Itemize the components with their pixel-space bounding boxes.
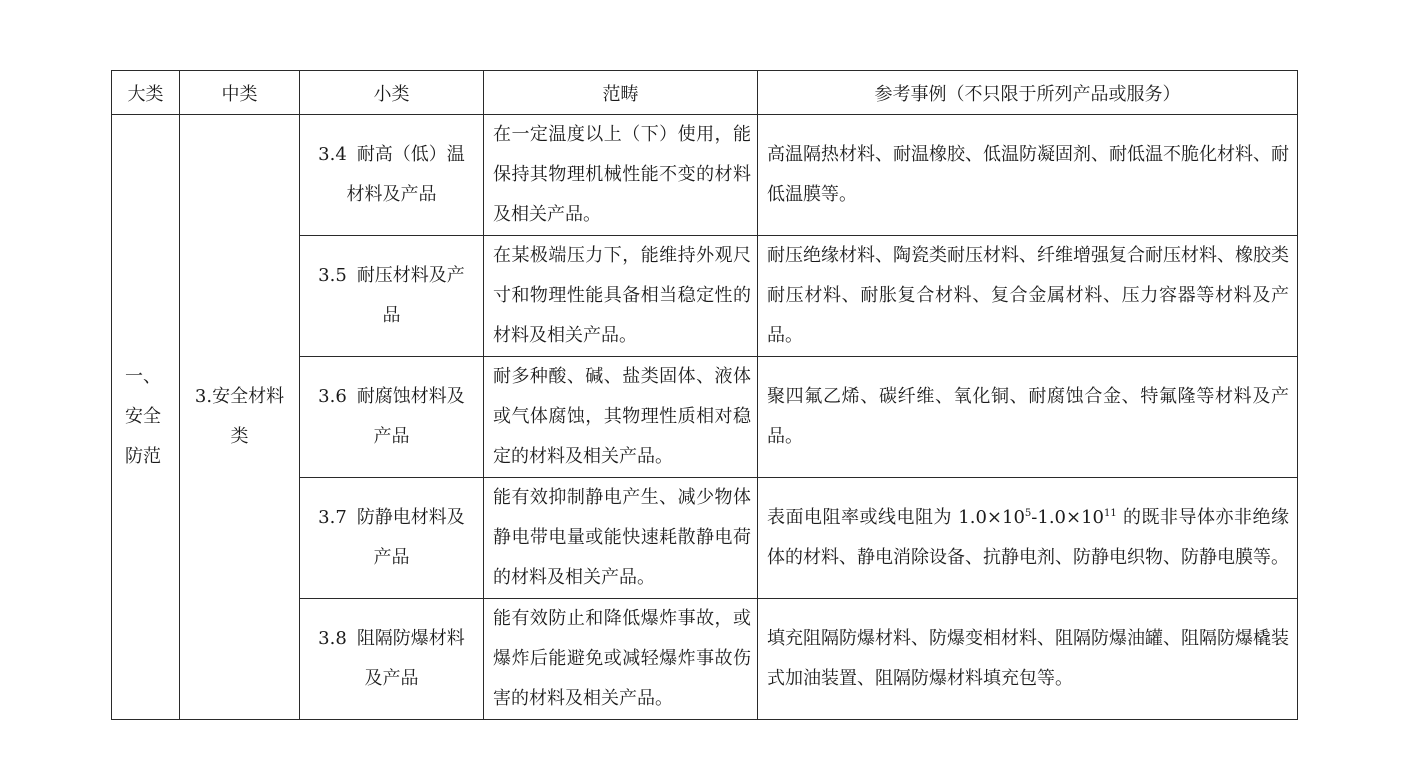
exponent: 5 xyxy=(1024,508,1032,519)
category-table xyxy=(111,70,1298,720)
header-row xyxy=(112,71,1298,115)
header-minor: 小类 xyxy=(300,71,484,115)
minor-category-name: 阻隔防爆材料 xyxy=(356,628,465,649)
examples-cell: 耐压绝缘材料、陶瓷类耐压材料、纤维增强复合耐压材料、橡胶类耐压材料、耐胀复合材料、复合金属材料、压力容器等材料及产品。 xyxy=(758,236,1298,357)
examples-text: 表面电阻率或线电阻为 1.0×10 xyxy=(767,507,1025,528)
examples-text: 的既非导体亦非绝缘体的材料、静电消除设备、抗静电剂、防静电织物、防静电膜等。 xyxy=(767,507,1289,568)
minor-category-cell xyxy=(300,115,484,236)
major-category-line: 安全 xyxy=(125,406,161,427)
minor-category-cell xyxy=(300,236,484,357)
minor-category-number: 3.5 xyxy=(318,265,347,286)
exponent: 11 xyxy=(1103,508,1117,519)
header-major: 大类 xyxy=(112,71,180,115)
header-examples: 参考事例（不只限于所列产品或服务） xyxy=(758,71,1298,115)
minor-category-number: 3.4 xyxy=(318,144,347,165)
minor-category-cell xyxy=(300,357,484,478)
minor-category-name: 品 xyxy=(382,305,401,326)
scope-cell: 能有效抑制静电产生、减少物体静电带电量或能快速耗散静电荷的材料及相关产品。 xyxy=(484,478,758,599)
examples-text: -1.0×10 xyxy=(1031,507,1104,528)
minor-category-name: 材料及产品 xyxy=(346,184,437,205)
middle-category-line: 3.安全材料 xyxy=(194,386,285,407)
scope-cell: 耐多种酸、碱、盐类固体、液体或气体腐蚀，其物理性质相对稳定的材料及相关产品。 xyxy=(484,357,758,478)
minor-category-name: 防静电材料及 xyxy=(356,507,465,528)
middle-category-cell xyxy=(180,115,300,720)
minor-category-number: 3.6 xyxy=(318,386,347,407)
examples-cell: 高温隔热材料、耐温橡胶、低温防凝固剂、耐低温不脆化材料、耐低温膜等。 xyxy=(758,115,1298,236)
minor-category-name: 耐高（低）温 xyxy=(356,144,465,165)
major-category-line: 一、 xyxy=(125,366,161,387)
scope-cell: 在某极端压力下，能维持外观尺寸和物理性能具备相当稳定性的材料及相关产品。 xyxy=(484,236,758,357)
scope-cell: 能有效防止和降低爆炸事故，或爆炸后能避免或减轻爆炸事故伤害的材料及相关产品。 xyxy=(484,599,758,720)
minor-category-number: 3.7 xyxy=(318,507,347,528)
table-row xyxy=(112,115,1298,236)
minor-category-number: 3.8 xyxy=(318,628,347,649)
minor-category-cell xyxy=(300,599,484,720)
minor-category-name: 产品 xyxy=(373,547,410,568)
minor-category-name: 耐压材料及产 xyxy=(356,265,465,286)
minor-category-name: 及产品 xyxy=(364,668,419,689)
minor-category-name: 耐腐蚀材料及 xyxy=(356,386,465,407)
header-scope: 范畴 xyxy=(484,71,758,115)
minor-category-name: 产品 xyxy=(373,426,410,447)
scope-cell: 在一定温度以上（下）使用，能保持其物理机械性能不变的材料及相关产品。 xyxy=(484,115,758,236)
middle-category-line: 类 xyxy=(230,426,249,447)
header-middle: 中类 xyxy=(180,71,300,115)
major-category-cell xyxy=(112,115,180,720)
minor-category-cell xyxy=(300,478,484,599)
examples-cell: 填充阻隔防爆材料、防爆变相材料、阻隔防爆油罐、阻隔防爆橇装式加油装置、阻隔防爆材料填充包等。 xyxy=(758,599,1298,720)
examples-cell: 聚四氟乙烯、碳纤维、氧化铜、耐腐蚀合金、特氟隆等材料及产品。 xyxy=(758,357,1298,478)
major-category-line: 防范 xyxy=(125,446,161,467)
examples-cell xyxy=(758,478,1298,599)
